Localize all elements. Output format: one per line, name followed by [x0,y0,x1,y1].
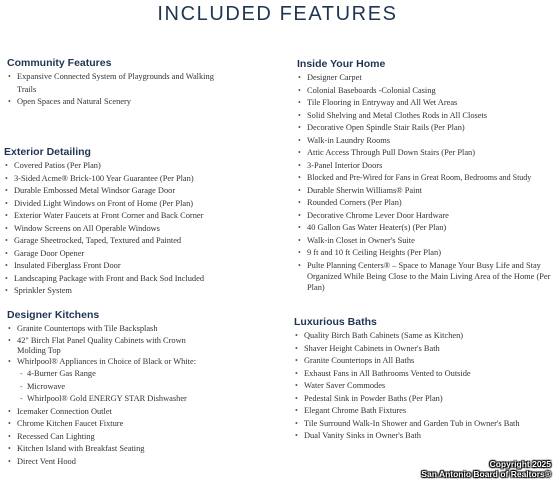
list-item: • Recessed Can Lighting [7,431,267,444]
list-item: • Landscaping Package with Front and Back Sod Included [4,273,269,286]
list-item: • Pedestal Sink in Powder Baths (Per Plan) [294,393,552,406]
list-item: • 9 ft and 10 ft Ceiling Heights (Per Plan) [297,247,552,260]
copyright-watermark [421,459,551,479]
list-item: • Water Saver Commodes [294,380,552,393]
list-item: • Icemaker Connection Outlet [7,406,267,419]
list-item: • Dual Vanity Sinks in Owner's Bath [294,430,552,443]
section-heading: Inside Your Home [297,58,386,70]
exterior-detailing-section [4,146,269,298]
sub-list-item: - 4-Burner Gas Range [7,368,267,381]
list-item: • Decorative Chrome Lever Door Hardware [297,210,552,223]
list-item: • Garage Door Opener [4,248,269,261]
feature-list [4,160,269,298]
list-item: • Decorative Open Spindle Stair Rails (Per Plan) [297,122,552,135]
list-item: • Insulated Fiberglass Front Door [4,260,269,273]
list-item: • Pulte Planning Centers® – Space to Manage Your Busy Life and Stay Organized While Being Close to the Main Living Area of the Home (Per Plan) [297,260,552,293]
list-item: • Solid Shelving and Metal Clothes Rods in All Closets [297,110,552,123]
list-item: • 3-Panel Interior Doors [297,160,552,173]
list-item: • Sprinkler System [4,285,269,298]
luxurious-baths-section [294,316,552,443]
list-item: • Whirlpool® Appliances in Choice of Black or White: [7,356,267,369]
copyright-line: San Antonio Board of Realtors® [421,469,551,479]
list-item: • Kitchen Island with Breakfast Seating [7,443,267,456]
list-item: • Elegant Chrome Bath Fixtures [294,405,552,418]
sub-list-item: - Whirlpool® Gold ENERGY STAR Dishwasher [7,393,267,406]
list-item: • Quality Birch Bath Cabinets (Same as Kitchen) [294,330,552,343]
section-heading: Luxurious Baths [294,316,377,328]
list-item: • Shaver Height Cabinets in Owner's Bath [294,343,552,356]
section-heading: Designer Kitchens [7,309,100,321]
list-item: • Durable Sherwin Williams® Paint [297,185,552,198]
list-item: • Blocked and Pre-Wired for Fans in Great Room, Bedrooms and Study [297,172,552,185]
list-item: • Walk-in Closet in Owner's Suite [297,235,552,248]
feature-list [7,71,257,109]
list-item: • Exhaust Fans in All Bathrooms Vented to Outside [294,368,552,381]
community-features-section [7,57,257,109]
list-item: • Durable Embossed Metal Windsor Garage Door [4,185,269,198]
page-title: INCLUDED FEATURES [157,3,398,25]
list-item: • Designer Carpet [297,72,552,85]
list-item: • Window Screens on All Operable Windows [4,223,269,236]
list-item: • Attic Access Through Pull Down Stairs (Per Plan) [297,147,552,160]
section-heading: Community Features [7,57,112,69]
list-item: • Direct Vent Hood [7,456,267,469]
sub-list-item: - Microwave [7,381,267,394]
list-item: • Walk-in Laundry Rooms [297,135,552,148]
list-item: • 42" Birch Flat Panel Quality Cabinets with Crown Molding Top [7,336,197,356]
list-item: • Tile Surround Walk-In Shower and Garden Tub in Owner's Bath [294,418,552,431]
list-item: • Tile Flooring in Entryway and All Wet Areas [297,97,552,110]
list-item: • 40 Gallon Gas Water Heater(s) (Per Plan) [297,222,552,235]
section-heading: Exterior Detailing [4,146,91,158]
feature-list [297,72,552,293]
list-item: • Chrome Kitchen Faucet Fixture [7,418,267,431]
list-item: • 3-Sided Acme® Brick-100 Year Guarantee (Per Plan) [4,173,269,186]
list-item: • Expansive Connected System of Playgrounds and Walking Trails [7,71,227,96]
list-item: • Divided Light Windows on Front of Home (Per Plan) [4,198,269,211]
designer-kitchens-section [7,309,267,468]
list-item: • Granite Countertops with Tile Backsplash [7,323,267,336]
feature-list [7,323,267,468]
inside-your-home-section [297,58,552,293]
list-item: • Exterior Water Faucets at Front Corner and Back Corner [4,210,269,223]
list-item: • Granite Countertops in All Baths [294,355,552,368]
feature-list [294,330,552,443]
list-item: • Colonial Baseboards -Colonial Casing [297,85,552,98]
list-item: • Covered Patios (Per Plan) [4,160,269,173]
list-item: • Garage Sheetrocked, Taped, Textured and Painted [4,235,269,248]
list-item: • Open Spaces and Natural Scenery [7,96,257,109]
copyright-line: Copyright 2025 [489,459,551,469]
list-item: • Rounded Corners (Per Plan) [297,197,552,210]
